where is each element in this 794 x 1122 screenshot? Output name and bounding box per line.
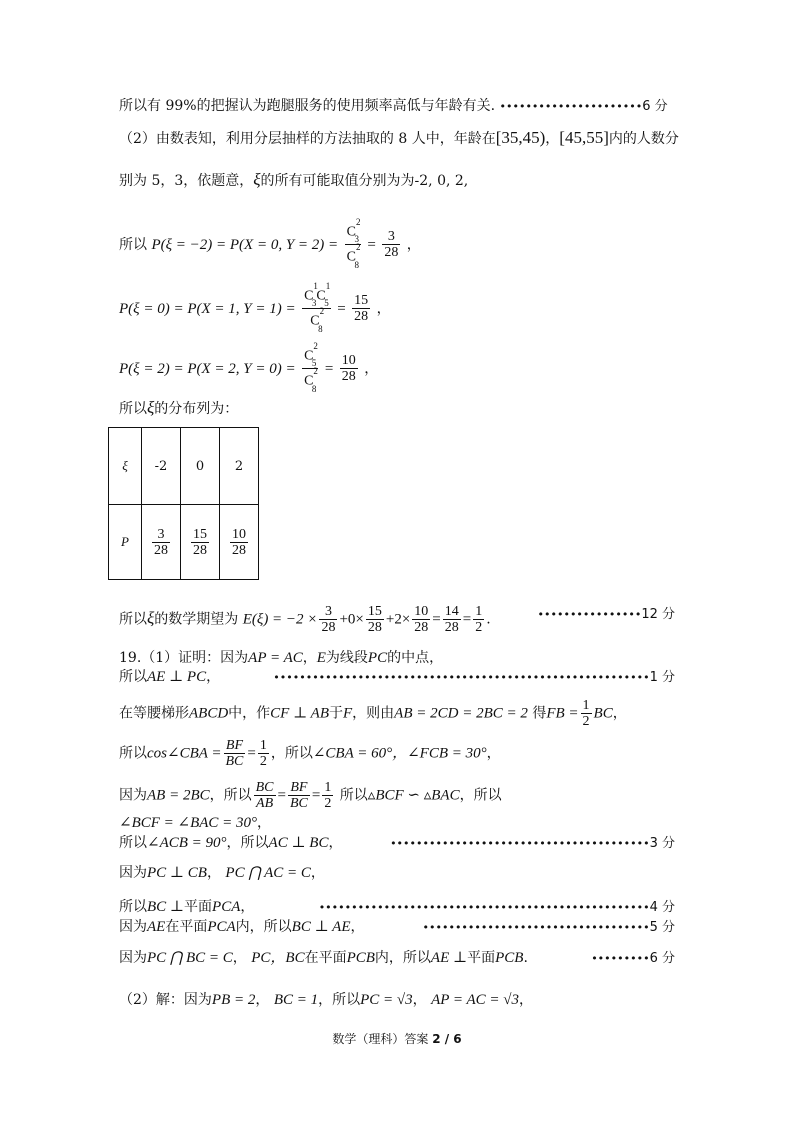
score-label: 3 分 [649,836,675,851]
math-expr: PC ⊥ CB [147,865,207,881]
math-expr: AB = 2BC [147,787,210,804]
math-expr: E [316,650,326,666]
proof-text: ，所以 [209,787,252,804]
math-expr: BC [593,705,613,722]
math-expr: AB = 2CD = 2BC = 2 [394,705,528,722]
proof-text: 所以 [339,787,368,804]
proof-step-2: 在等腰梯形ABCD中，作CF ⊥ AB于F，则由AB = 2CD = 2BC = 2 得FB = $\frac{1}{2}$ BC， [119,698,627,729]
q19-text: 为线段 [325,650,368,666]
proof-text: 所以 [119,745,147,762]
values-text: 别为 5，3，依题意， [119,173,254,189]
math-expr: cos∠CBA = [147,745,222,762]
fraction-den: 28 [367,620,382,635]
proof-step-7 [119,863,325,883]
fraction-den: 28 [341,369,356,385]
prob-xi-neg2-line: 所以 P(ξ = −2) = P(X = 0, Y = 2) = $\frac{C^2_3}{C^2_8}$ = $\frac{3}{28}$ ， [119,217,421,270]
math-expr: PCA [207,919,236,935]
conclusion-line [119,96,679,117]
table-cell [220,505,259,580]
math-expr: ∠CBA = 60°，∠FCB = 30° [312,745,487,762]
math-expr: F [343,705,353,722]
proof-text: ，所以 [318,992,361,1008]
math-expr: CF ⊥ AB [270,705,329,722]
fraction-num: 15 [354,293,369,309]
prob-fraction [352,293,370,324]
punct: ， [257,815,272,831]
interval-45-55: [45,55] [559,128,609,147]
proof-text: 于 [329,705,343,722]
xi-symbol: ξ [147,608,155,628]
punct: ， [310,865,325,881]
table-row [109,505,259,580]
expectation-line: 所以ξ的数学期望为 E(ξ) = −2 × $\frac{3}{28}$ +0× $\frac{15}{28}$ +2× $\frac{10}{28}$ = $\frac{14}{28}$ = $\frac{1}{2}$ . ••••••••••••••••12 分 [119,604,675,635]
math-expr: PC = √3 [360,992,413,1008]
conclusion-text: 所以有 99%的把握认为跑腿服务的使用频率高低与年龄有关. [119,98,496,114]
expectation-prefix: 所以 [119,611,147,628]
footer-title: 数学（理科）答案 [332,1032,429,1046]
sampling-text: （2）由数表知，利用分层抽样的方法抽取的 8 人中，年龄在 [119,131,496,147]
page-footer [0,1030,794,1047]
fraction-num: 3 [382,229,400,245]
q19-text: 的中点， [387,650,444,666]
score-label: 5 分 [649,920,675,935]
punct: ， [206,865,221,881]
proof-text: 在平面 [165,919,208,935]
dot-leader: •••••••••••••••••••••••••••••••••••••••• [390,837,650,850]
dot-leader: ••••••••• [591,952,650,965]
punct: ， [350,919,365,935]
fraction-den: 28 [384,245,399,261]
dot-leader: •••••••••••••••••••••• [499,100,643,113]
dot-leader: ••••••••••••••••••••••••••••••••••••••••••••••••••• [318,901,650,914]
punct: ， [486,745,501,762]
table-header-p: P [109,505,142,580]
fraction-num: 15 [367,604,382,619]
interval-35-45: [35,45) [495,128,546,147]
math-expr: ∠ACB = 90° [147,835,227,851]
intro-text-end: 的分布列为： [154,401,239,417]
proof-text: 所以 [119,669,147,685]
proof-step-3: 所以cos∠CBA = $\frac{BF}{BC}$ = $\frac{1}{2}$ ，所以∠CBA = 60°，∠FCB = 30°， [119,738,501,769]
fraction-den: 28 [414,620,429,635]
proof-text: 因为 [119,950,147,966]
math-expr: BC = 1 [273,992,319,1008]
dot-leader: •••••••••••••••• [537,608,642,621]
values-line [119,170,468,191]
combination-fraction: $\frac{C^1_3C^1_5}{C^2_8}$ [304,281,331,334]
punct: ， [255,992,270,1008]
math-expr: BC ⊥ [147,899,185,915]
math-expr: BC ⊥ AE [291,919,351,935]
math-expr: ∠BCF = ∠BAC = 30° [119,815,258,831]
score-label: 1 分 [649,670,675,685]
prob-fraction [382,229,400,260]
fraction-den: 28 [354,309,369,325]
table-cell: 2 [220,428,259,505]
math-expr: FB = [546,705,579,722]
prob-xi-0-line: P(ξ = 0) = P(X = 1, Y = 1) = $\frac{C^1_3C^1_5}{C^2_8}$ = $\frac{15}{28}$ ， [119,281,391,334]
dot-leader: ••••••••••••••••••••••••••••••••••• [422,921,650,934]
math-expr: AE ⊥ [430,950,468,966]
expectation-expression: E(ξ) = −2 × [242,611,318,628]
table-header-xi: ξ [109,428,142,505]
proof-text: 内，所以 [374,950,431,966]
table-cell: 0 [181,428,220,505]
score-label: 6 分 [649,951,675,966]
proof-text: 得 [532,705,547,722]
sampling-text-end: 内的人数分 [608,131,679,147]
q19-header [119,648,443,668]
math-expr: PC ⋂ BC = C [147,950,233,966]
punct: ， [240,899,255,915]
fraction-num: 3 [152,527,170,543]
part2-line [119,990,533,1010]
proof-step-9 [119,917,675,937]
score-label: 6 分 [642,99,668,114]
prob-expression: P(ξ = 2) = P(X = 2, Y = 0) = [119,360,296,377]
proof-step-4: 因为AB = 2BC，所以 $\frac{BC}{AB}$ = $\frac{BF}{BC}$ = $\frac{1}{2}$ 所以▵BCF ∽ ▵BAC，所以 [119,780,502,811]
sampling-line [119,128,679,149]
expectation-text: 的数学期望为 [154,611,239,628]
proof-text: 中，作 [228,705,271,722]
math-expr: ABCD [189,705,229,722]
score-label: 12 分 [641,607,675,622]
fraction-num: 10 [414,604,429,619]
math-expr: AP = AC = √3 [431,992,520,1008]
q19-text: 19.（1）证明：因为 [119,650,249,666]
proof-text: 因为 [119,787,147,804]
values-text-end: 的所有可能取值分别为为-2, 0, 2, [260,173,469,189]
table-cell [181,505,220,580]
fraction-num: 10 [341,353,356,369]
fraction-den: 28 [232,542,246,558]
separator: ， [545,131,560,147]
distribution-table [108,427,259,580]
combination-fraction: $\frac{C^2_3}{C^2_8}$ [346,217,361,270]
page-number: 2 / 6 [432,1032,462,1046]
punct: ， [519,992,534,1008]
proof-text: 所以 [119,899,147,915]
math-expr: PCA [212,899,241,915]
math-expr: PCB [346,950,375,966]
proof-text: ，所以 [270,745,313,762]
math-expr: PCB [495,950,524,966]
proof-step-10 [119,948,675,968]
math-expr: ▵BCF ∽ ▵BAC [367,787,460,804]
table-cell [142,505,181,580]
math-expr: PC [367,650,388,666]
dot-leader: •••••••••••••••••••••••••••••••••••••••••••••••••••••••••• [273,671,650,684]
punct: ， [328,835,343,851]
combination-fraction: $\frac{C^2_5}{C^2_8}$ [304,341,318,394]
table-row [109,428,259,505]
proof-step-1: 所以AE ⊥ PC， ••••••••••••••••••••••••••••••••••••••••••••••••••••••••••1 分 [119,669,675,685]
proof-text: ，所以 [226,835,269,851]
proof-text: 平面 [184,899,213,915]
table-cell: -2 [142,428,181,505]
math-expr: AP = AC [248,650,303,666]
math-expr: AC ⊥ BC [268,835,329,851]
proof-text: 平面 [467,950,496,966]
proof-step-8 [119,897,675,917]
xi-symbol: ξ [147,398,155,417]
fraction-num: 3 [319,604,337,620]
proof-text: 因为 [119,919,147,935]
punct: ， [232,950,247,966]
fraction-den: 28 [193,542,207,558]
prob-prefix: 所以 [119,236,147,253]
proof-step-5 [119,813,271,833]
intro-text: 所以 [119,401,147,417]
prob-expression: P(ξ = 0) = P(X = 1, Y = 1) = [119,300,296,317]
proof-text: 因为 [119,865,147,881]
proof-text: 内，所以 [235,919,292,935]
math-expr: PB = 2 [211,992,256,1008]
proof-text: ，则由 [352,705,395,722]
fraction-den: 28 [154,542,168,558]
proof-step-6 [119,833,675,853]
proof-text: 在等腰梯形 [119,705,189,722]
proof-text: 所以 [119,835,147,851]
math-expr: AE ⊥ PC [147,669,207,685]
math-expr: PC ⋂ AC = C [225,865,311,881]
punct: . [523,950,528,966]
proof-text: 在平面 [304,950,347,966]
fraction-num: 15 [193,526,207,542]
fraction-den: 28 [321,620,336,635]
math-expr: PC，BC [251,950,305,966]
fraction-num: 10 [232,526,246,542]
prob-xi-2-line: P(ξ = 2) = P(X = 2, Y = 0) = $\frac{C^2_5}{C^2_8}$ = $\frac{10}{28}$ ， [119,341,379,394]
proof-text: ，所以 [459,787,502,804]
prob-expression: P(ξ = −2) = P(X = 0, Y = 2) = [151,236,339,253]
proof-text: （2）解：因为 [119,992,212,1008]
prob-fraction [340,353,358,384]
distribution-intro [119,398,238,419]
punct: ， [302,650,317,666]
punct: ， [412,992,427,1008]
xi-symbol: ξ [253,170,261,189]
math-expr: AE [147,919,166,935]
score-label: 4 分 [649,900,675,915]
